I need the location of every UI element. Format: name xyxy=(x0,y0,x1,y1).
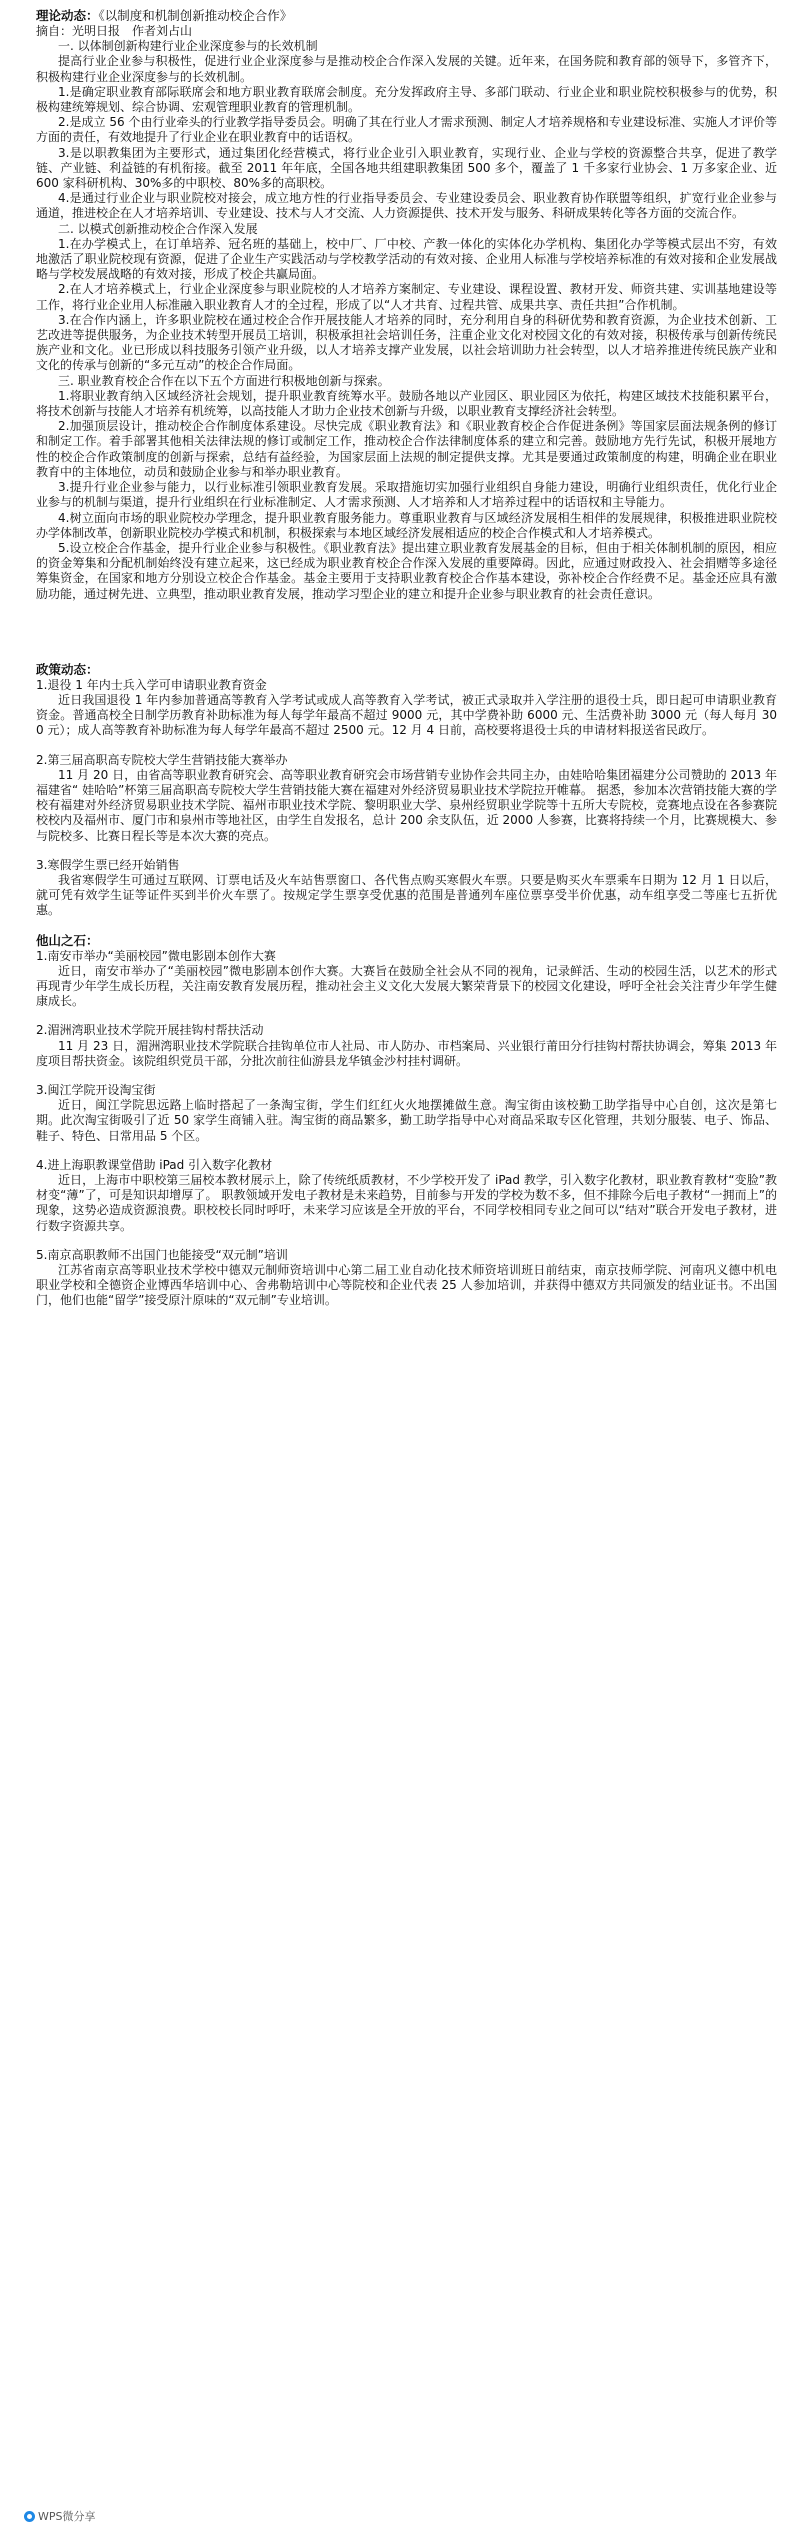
wps-logo-icon xyxy=(24,2511,35,2522)
section-heading: 一. 以体制创新构建行业企业深度参与的长效机制 xyxy=(58,39,318,54)
section-paragraph: 5.设立校企合作基金，提升行业企业参与积极性。《职业教育法》提出建立职业教育发展基金的目标，但由于相关体制机制的原因，相应的资金筹集和分配机制始终没有建立起来，这已经成为职业教育校企合作深入发展的重要障碍。因此，应通过财政投入、社会捐赠等多途径筹集资金，在国家和地方分别设立校企合作基金。基金主要用于支持职业教育校企合作基本建设，弥补校企合作经费不足。基金还应具有激励功能，通过树先进、立典型，推动职业教育发展，推动学习型企业的建立和提升企业参与职业教育的社会责任意识。 xyxy=(36,540,777,601)
news-item-paragraph: 近日我国退役 1 年内参加普通高等教育入学考试或成人高等教育入学考试，被正式录取并入学注册的退役士兵，即日起可申请职业教育资金。普通高校全日制学历教育补助标准为每人每学年最高不超过 9000 元，其中学费补助 6000 元、生活费补助 3000 元（每人每月 300 元）；成人高等教育补助标准为每人每学年最高不超过 2500 元。12 月 4 日前，高校要将退役士兵的申请材料报送省民政厅。 xyxy=(36,692,777,738)
item-gap xyxy=(36,1309,777,1323)
news-item-paragraph: 近日，闽江学院思远路上临时搭起了一条淘宝街，学生们红红火火地摆摊做生意。淘宝街由该校勤工助学指导中心自创，这次是第七期。此次淘宝街吸引了近 50 家学生商铺入驻。淘宝街的商品繁多，勤工助学指导中心对商品采取专区化管理，共划分服装、电子、饰品、鞋子、特色、日常用品 5 个区。 xyxy=(36,1098,777,1143)
news-item-paragraph: 江苏省南京高等职业技术学校中德双元制师资培训中心第二届工业自动化技术师资培训班日前结束，南京技师学院、河南巩义德中机电职业学校和全德资企业博西华培训中心、舍弗勒培训中心等院校和企业代表 25 人参加培训，并获得中德双方共同颁发的结业证书。不出国门，他们也能“留学”接受原汁原味的“双元制”专业培训。 xyxy=(36,1263,777,1308)
article-title: 《以制度和机制创新推动校企合作》 xyxy=(98,8,293,23)
news-item-paragraph: 近日，南安市举办了“美丽校园”微电影剧本创作大赛。大赛旨在鼓励全社会从不同的视角，记录鲜活、生动的校园生活，以艺术的形式再现青少年学生成长历程，关注南安教育发展历程，推动社会主义文化大发展大繁荣背景下的校园文化建设，呼吁全社会关注青少年学生健康成长。 xyxy=(36,963,777,1009)
section-paragraph: 1.在办学模式上，在订单培养、冠名班的基础上，校中厂、厂中校、产教一体化的实体化办学机构、集团化办学等模式层出不穷，有效地激活了职业院校现有资源，促进了企业生产实践活动与学校教学活动的有效对接、企业用人标准与学校培养标准的有效对接和企业发展战略与学校发展战略的有效对接，形成了校企共赢局面。 xyxy=(36,236,777,282)
news-item-paragraph: 11 月 20 日，由省高等职业教育研究会、高等职业教育研究会市场营销专业协作会共同主办，由娃哈哈集团福建分公司赞助的 2013 年福建省“ 娃哈哈”杯第三届高职高专院校大学生营销技能大赛在福建对外经济贸易职业技术学院拉开帷幕。 据悉，参加本次营销技能大赛的学校有福建对外经济贸易职业技术学院、福州市职业技术学院、黎明职业大学、泉州经贸职业学院等十五所大专院校，竞赛地点设在各参赛院校校内及福州市、厦门市和泉州市等地社区，由学生自发报名，总计 200 余支队伍，近 2000 人参赛，比赛将持续一个月，比赛规模大、参与院校多、比赛日程长等是本次大赛的亮点。 xyxy=(36,767,777,843)
item-gap xyxy=(36,1009,777,1023)
footer-brand: WPS微分享 xyxy=(38,2510,96,2523)
item-gap xyxy=(36,1069,777,1083)
news-item-title: 1.退役 1 年内士兵入学可申请职业教育资金 xyxy=(36,677,267,692)
theory-heading xyxy=(36,8,777,24)
item-gap xyxy=(36,739,777,753)
section-paragraph: 2.加强顶层设计，推动校企合作制度体系建设。尽快完成《职业教育法》和《职业教育校企合作促进条例》等国家层面法规条例的修订和制定工作。着手部署其他相关法律法规的修订或制定工作，推动校企合作法律制度体系的建立和完善。鼓励地方先行先试，积极开展地方性的校企合作政策制度的创新与探索，总结有益经验，为国家层面上法规的制定提供支撑。尤其是要通过政策制度的构建，明确企业在职业教育中的主体地位，动员和鼓励企业参与和举办职业教育。 xyxy=(36,419,777,479)
theory-label: 理论动态： xyxy=(36,8,99,23)
section-paragraph: 1.将职业教育纳入区域经济社会规划，提升职业教育统筹水平。鼓励各地以产业园区、职业园区为依托，构建区域技术技能积累平台，将技术创新与技能人才培养有机统筹，以高技能人才助力企业技术创新与升级，以职业教育支撑经济社会转型。 xyxy=(36,388,777,419)
item-gap xyxy=(36,919,777,933)
news-item-paragraph: 11 月 23 日，湄洲湾职业技术学院联合挂钩单位市人社局、市人防办、市档案局、兴业银行莆田分行挂钩村帮扶协调会，筹集 2013 年度项目帮扶资金。该院组织党员干部，分批次前往仙游县龙华镇金沙村挂村调研。 xyxy=(36,1038,777,1068)
news-item-title: 1.南安市举办“美丽校园”微电影剧本创作大赛 xyxy=(36,948,276,963)
section-paragraph: 2.在人才培养模式上，行业企业深度参与职业院校的人才培养方案制定、专业建设、课程设置、教材开发、师资共建、实训基地建设等工作，将行业企业用人标准融入职业教育人才的全过程，形成了以“人才共育、过程共管、成果共享、责任共担”合作机制。 xyxy=(36,282,777,312)
section-paragraph: 3.提升行业企业参与能力，以行业标准引领职业教育发展。采取措施切实加强行业组织自身能力建设，明确行业组织责任，优化行业企业参与的机制与渠道，提升行业组织在行业标准制定、人才需求预测、人才培养和人才培养过程中的话语权和主导能力。 xyxy=(36,480,777,510)
news-item-title: 2.湄洲湾职业技术学院开展挂钩村帮扶活动 xyxy=(36,1023,264,1038)
section-paragraph: 1.是确定职业教育部际联席会和地方职业教育联席会制度。充分发挥政府主导、多部门联动、行业企业和职业院校积极参与的优势，积极构建统筹规划、综合协调、宏观管理职业教育的管理机制。 xyxy=(36,84,777,115)
section-heading: 二. 以模式创新推动校企合作深入发展 xyxy=(58,221,258,236)
section-heading: 三. 职业教育校企合作在以下五个方面进行积极地创新与探索。 xyxy=(58,373,390,388)
section-paragraph: 4.是通过行业企业与职业院校对接会，成立地方性的行业指导委员会、专业建设委员会、职业教育协作联盟等组织，扩宽行业企业参与通道，推进校企在人才培养培训、专业建设、技术与人才交流、人力资源提供、技术开发与服务、科研成果转化等各方面的交流合作。 xyxy=(36,191,777,221)
section-paragraph: 4.树立面向市场的职业院校办学理念，提升职业教育服务能力。尊重职业教育与区域经济发展相生相伴的发展规律，积极推进职业院校办学体制改革，创新职业院校办学模式和机制，积极探索与本地区域经济发展相适应的校企合作模式和人才培养模式。 xyxy=(36,510,777,540)
news-item-paragraph: 近日，上海市中职校第三届校本教材展示上，除了传统纸质教材，不少学校开发了 iPad 教学，引入数字化教材，职业教育教材“变脸”教材变“薄”了，可是知识却增厚了。 职教领域开发电子教材是未来趋势，目前参与开发的学校为数不多，但不排除今后电子教材“一拥而上”的现象，这势必造成资源浪费。职校校长同时呼吁，未来学习应该是全开放的平台，不同学校相同专业之间可以“结对”联合开发电子教材，进行数字资源共享。 xyxy=(36,1173,777,1233)
item-gap xyxy=(36,1234,777,1248)
article-source: 摘自：光明日报 作者刘占山 xyxy=(36,24,193,38)
section-paragraph: 3.在合作内涵上，许多职业院校在通过校企合作开展技能人才培养的同时，充分利用自身的科研优势和教育资源，为企业技术创新、工艺改进等提供服务，为企业技术转型开展员工培训，积极承担社会培训任务，注重企业文化对校园文化的有效对接，积极传承与创新传统民族产业和文化。业已形成以科技服务引领产业升级，以人才培养支撑产业发展，以社会培训助力社会转型，以人才培养推进传统民族产业和文化的传承与创新的“多元互动”的校企合作局面。 xyxy=(36,312,777,373)
item-gap xyxy=(36,844,777,858)
footer-watermark xyxy=(24,2508,96,2524)
section-paragraph: 2.是成立 56 个由行业牵头的行业教学指导委员会。明确了其在行业人才需求预测、制定人才培养规格和专业建设标准、实施人才评价等方面的责任，有效地提升了行业企业在职业教育中的话语权。 xyxy=(36,115,777,145)
others-label: 他山之石： xyxy=(36,932,99,948)
section-paragraph: 3.是以职教集团为主要形式，通过集团化经营模式，将行业企业引入职业教育，实现行业、企业与学校的资源整合共享，促进了教学链、产业链、利益链的有机衔接。截至 2011 年年底，全国各地共组建职教集团 500 多个，覆盖了 1 千多家行业协会、1 万多家企业、近 600 家科研机构、30%多的中职校、80%多的高职校。 xyxy=(36,145,777,191)
policy-items xyxy=(36,678,777,933)
news-item-title: 2.第三届高职高专院校大学生营销技能大赛举办 xyxy=(36,752,288,767)
policy-label: 政策动态： xyxy=(36,661,99,677)
news-item-title: 4.进上海职教课堂借助 iPad 引入数字化教材 xyxy=(36,1157,273,1172)
news-item-title: 3.寒假学生票已经开始销售 xyxy=(36,857,180,872)
news-item-title: 5.南京高职教师不出国门也能接受“双元制”培训 xyxy=(36,1247,288,1262)
section-paragraph: 提高行业企业参与积极性，促进行业企业深度参与是推动校企合作深入发展的关键。近年来，在国务院和教育部的领导下，多管齐下，积极构建行业企业深度参与的长效机制。 xyxy=(36,54,777,84)
news-item-paragraph: 我省寒假学生可通过互联网、订票电话及火车站售票窗口、各代售点购买寒假火车票。只要是购买火车票乘车日期为 12 月 1 日以后，就可凭有效学生证等证件买到半价火车票了。按规定学生票享受优惠的范围是普通列车座位票享受半价优惠，动车组享受二等座七五折优惠。 xyxy=(36,872,777,918)
news-item-title: 3.闽江学院开设淘宝街 xyxy=(36,1082,156,1097)
article-sections xyxy=(36,39,777,602)
spacer xyxy=(36,602,777,662)
item-gap xyxy=(36,1144,777,1158)
others-items xyxy=(36,949,777,1323)
